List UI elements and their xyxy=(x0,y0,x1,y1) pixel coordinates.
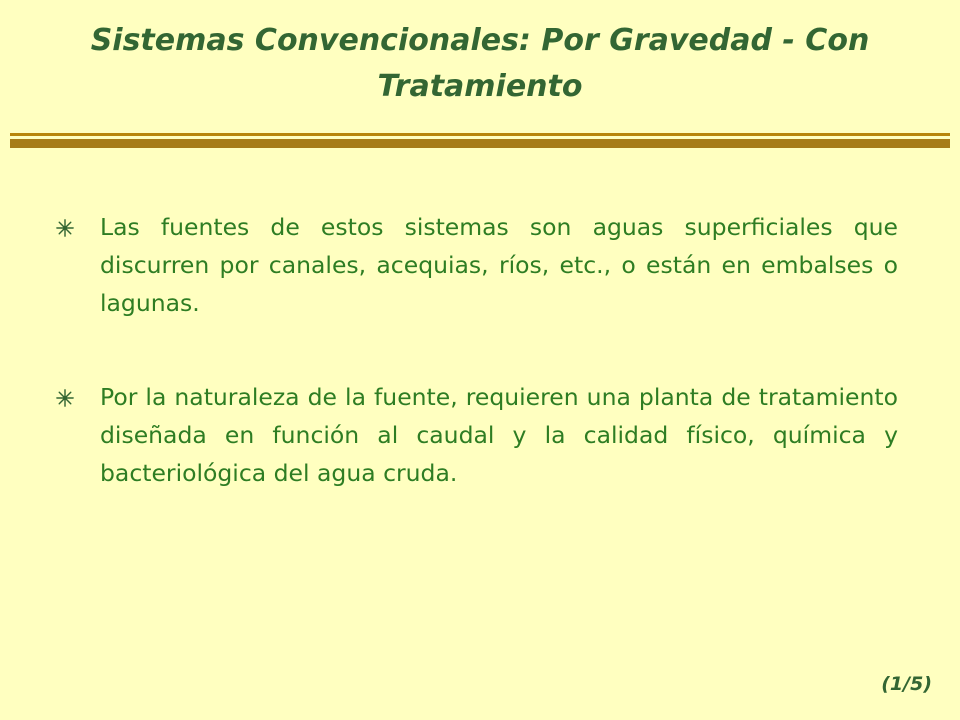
slide-title: Sistemas Convencionales: Por Gravedad - Con Tratamiento xyxy=(90,23,870,104)
divider-thick-line xyxy=(10,139,950,148)
bullet-item xyxy=(56,378,898,492)
bullet-text: Por la naturaleza de la fuente, requieren una planta de tratamiento diseñada en función al caudal y la calidad físico, química y bacteriológica del agua cruda. xyxy=(100,383,898,487)
page-number: (1/5) xyxy=(881,673,932,695)
bullet-text: Las fuentes de estos sistemas son aguas superficiales que discurren por canales, acequias, ríos, etc., o están en embalses o lagunas. xyxy=(100,213,898,317)
bullet-list xyxy=(56,208,898,492)
bullet-item xyxy=(56,208,898,322)
asterisk-star-icon xyxy=(56,389,74,407)
asterisk-star-icon xyxy=(56,219,74,237)
title-divider xyxy=(10,133,950,149)
divider-thin-line xyxy=(10,133,950,136)
